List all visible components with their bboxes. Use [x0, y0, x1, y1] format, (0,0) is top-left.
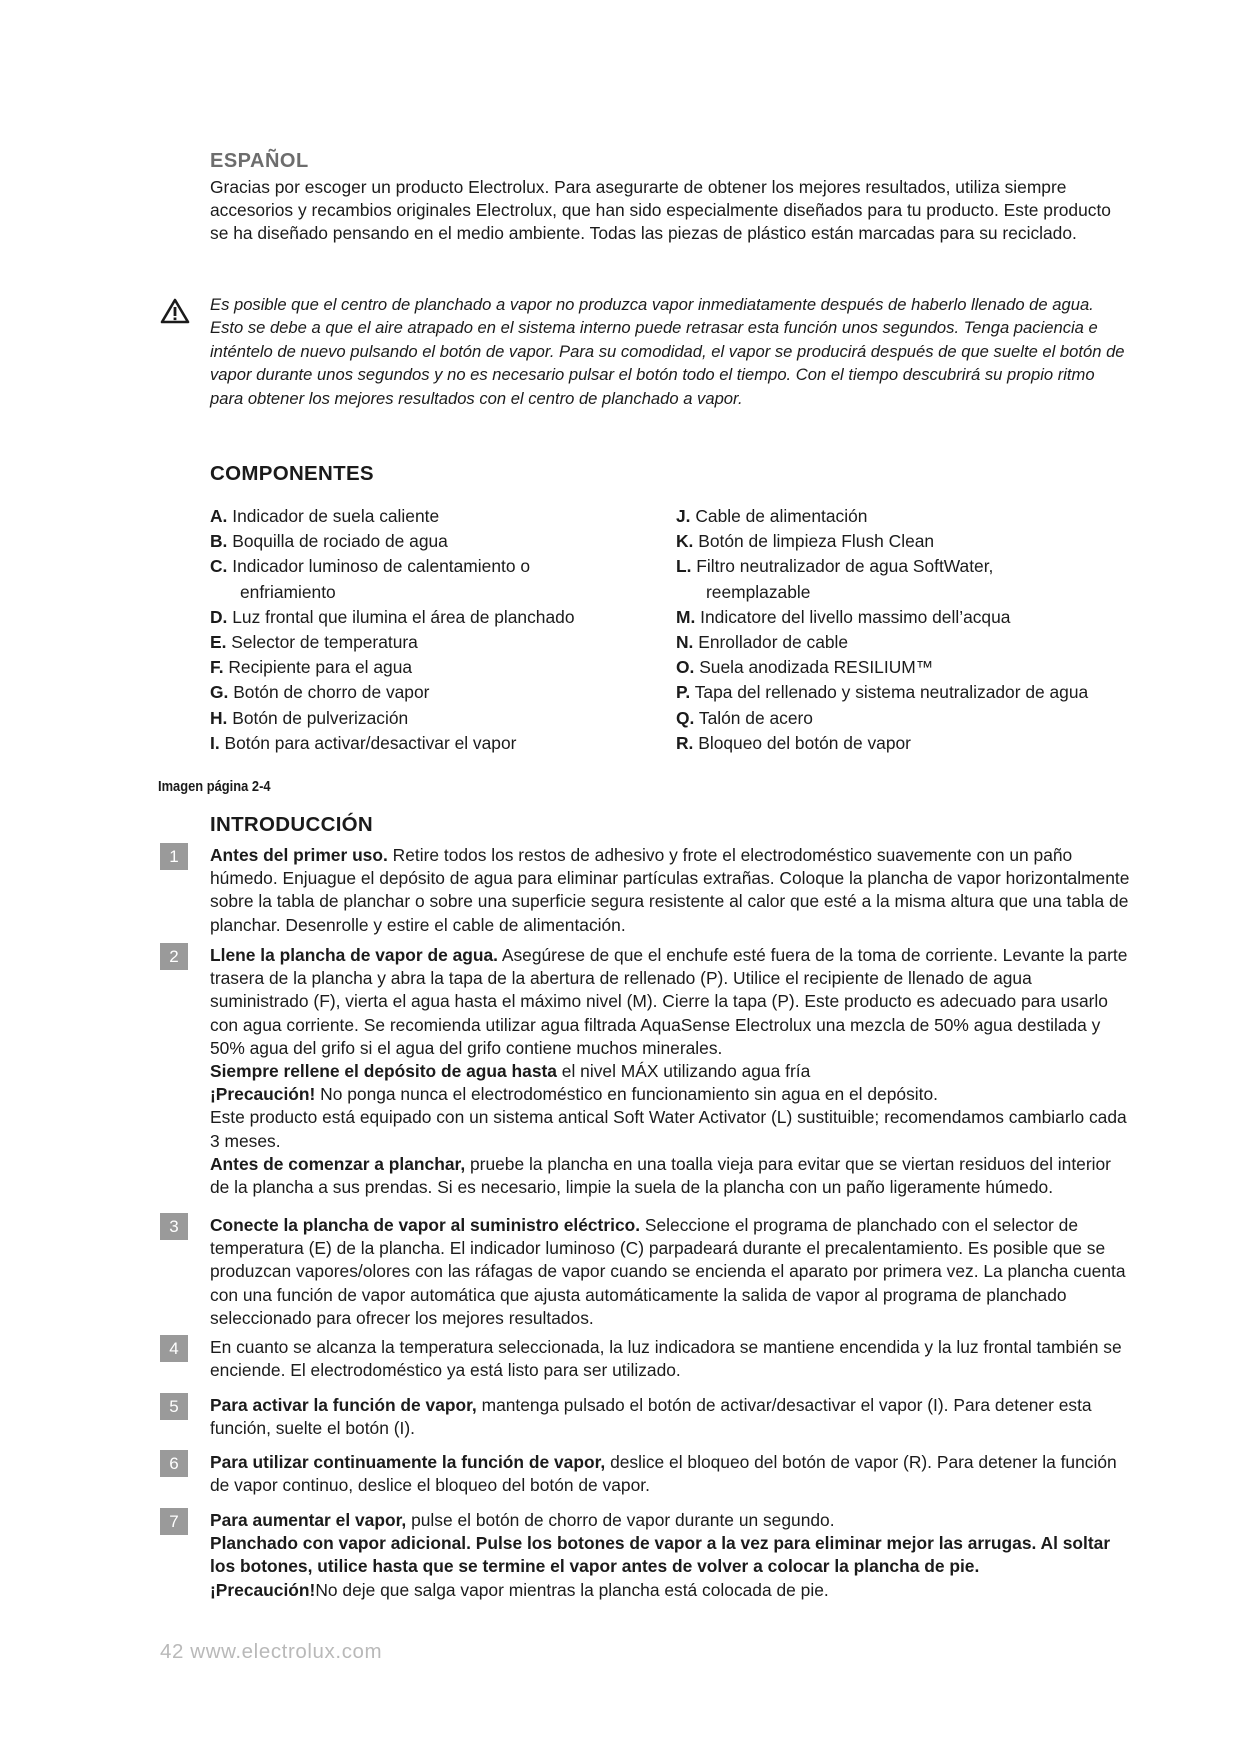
component-letter: G.	[210, 682, 229, 703]
step-paragraph	[210, 1579, 1130, 1602]
component-label: Talón de acero	[694, 707, 813, 728]
components-heading: COMPONENTES	[210, 462, 374, 485]
components-list-right	[676, 504, 1146, 756]
step-body: No ponga nunca el electrodoméstico en funcionamiento sin agua en el depósito.	[315, 1084, 938, 1105]
step-bold-lead: ¡Precaución!	[210, 1579, 316, 1600]
step-body: pulse el botón de chorro de vapor durante un segundo.	[406, 1510, 835, 1530]
component-letter: C.	[210, 556, 228, 577]
step-bold-lead: Planchado con vapor adicional. Pulse los botones de vapor a la vez para eliminar mejor las arrugas. Al soltar los botones, utilice hasta que se termine el vapor antes de volver a colocar la plancha de pie.	[210, 1533, 1111, 1577]
component-label: Enrollador de cable	[693, 632, 849, 653]
step-bold-lead: Antes de comenzar a planchar,	[210, 1153, 466, 1174]
step-body: Retire todos los restos de adhesivo y frote el electrodoméstico suavemente con un paño húmedo. Enjuague el depósito de agua para eliminar partículas extrañas. Coloque la plancha de vapor horizontalmente sobre la tabla de planchar o sobre una superficie segura resistente al calor que esté a la misma altura que una tabla de planchar. Desenrolle y estire el cable de alimentación.	[210, 845, 1130, 935]
step-paragraph	[210, 1083, 1130, 1106]
step-bold-lead: Antes del primer uso.	[210, 845, 388, 865]
component-label: Boquilla de rociado de agua	[227, 531, 448, 552]
component-item	[210, 529, 670, 554]
component-label: Indicatore del livello massimo dell’acqua	[695, 606, 1011, 627]
component-letter: N.	[676, 632, 694, 653]
step-body: Este producto está equipado con un sistema antical Soft Water Activator (L) sustituible; recomendamos cambiarlo cada 3 meses.	[210, 1107, 1127, 1151]
step-bold-lead: Conecte la plancha de vapor al suministro eléctrico.	[210, 1215, 641, 1235]
step-number-badge: 7	[160, 1508, 188, 1535]
component-item	[210, 655, 670, 680]
component-item	[676, 529, 1146, 554]
image-reference: Imagen página 2-4	[158, 778, 271, 795]
step-paragraph	[210, 1214, 1130, 1330]
step-body: el nivel MÁX utilizando agua fría	[556, 1061, 811, 1082]
component-letter: Q.	[676, 707, 695, 728]
component-item	[210, 504, 670, 529]
step-paragraph	[210, 1509, 1130, 1532]
component-letter: P.	[676, 682, 691, 703]
component-label-continued: enfriamiento	[240, 581, 336, 602]
step-text	[210, 1394, 1130, 1440]
intro-paragraph: Gracias por escoger un producto Electrolux. Para asegurarte de obtener los mejores resultados, utiliza siempre accesorios y recambios originales Electrolux, que han sido especialmente diseñados para tu producto. Este producto se ha diseñado pensando en el medio ambiente. Todas las piezas de plástico están marcadas para su reciclado.	[210, 177, 1111, 243]
step-text	[210, 1509, 1130, 1602]
component-letter: I.	[210, 732, 220, 753]
component-label: Cable de alimentación	[690, 506, 868, 526]
components-list-left	[210, 504, 670, 756]
step-body: pruebe la plancha en una toalla vieja para evitar que se viertan residuos del interior de la plancha a sus prendas. Si es necesario, limpie la suela de la plancha con un paño ligeramente húmedo.	[210, 1153, 1111, 1198]
component-item	[676, 731, 1146, 756]
page-footer: 42 www.electrolux.com	[160, 1640, 383, 1663]
step-text	[210, 1451, 1130, 1497]
component-label: Indicador luminoso de calentamiento o	[227, 556, 530, 577]
step-text	[210, 844, 1130, 937]
component-letter: O.	[676, 657, 695, 678]
warning-note: Es posible que el centro de planchado a vapor no produzca vapor inmediatamente después de haberlo llenado de agua. Esto se debe a que el aire atrapado en el sistema interno puede retrasar esta función unos segundos. Tenga paciencia e inténtelo de nuevo pulsando el botón de vapor. Para su comodidad, el vapor se producirá después de que suelte el botón de vapor durante unos segundos y no es necesario pulsar el botón todo el tiempo. Con el tiempo descubrirá su propio ritmo para obtener los mejores resultados con el centro de planchado a vapor.	[210, 295, 1125, 408]
step-text	[210, 1336, 1130, 1382]
component-item	[676, 630, 1146, 655]
step-body: En cuanto se alcanza la temperatura seleccionada, la luz indicadora se mantiene encendida y la luz frontal también se enciende. El electrodoméstico ya está listo para ser utilizado.	[210, 1337, 1122, 1381]
component-label: Botón de chorro de vapor	[228, 682, 430, 703]
step-number-badge: 4	[160, 1335, 188, 1362]
component-letter: H.	[210, 707, 228, 728]
step-bold-lead: Para activar la función de vapor,	[210, 1395, 477, 1415]
component-label-continued: reemplazable	[706, 581, 811, 602]
step-body: Seleccione el programa de planchado con el selector de temperatura (E) de la plancha. El indicador luminoso (C) parpadeará durante el precalentamiento. Es posible que se produzcan vapores/olores con las ráfagas de vapor cuando se encienda el aparato por primera vez. La plancha cuenta con una función de vapor automática que ajusta automáticamente la salida de vapor al programa de planchado seleccionado para ofrecer los mejores resultados.	[210, 1215, 1126, 1328]
component-letter: M.	[676, 606, 696, 627]
step-body: mantenga pulsado el botón de activar/desactivar el vapor (I). Para detener esta función, suelte el botón (I).	[210, 1395, 1092, 1439]
component-letter: E.	[210, 632, 227, 653]
step-number-badge: 5	[160, 1393, 188, 1420]
step-bold-lead: Siempre rellene el depósito de agua hasta	[210, 1061, 557, 1082]
step-paragraph	[210, 1532, 1130, 1578]
step-paragraph	[210, 1106, 1130, 1152]
component-label: Indicador de suela caliente	[227, 506, 440, 526]
step-bold-lead: Llene la plancha de vapor de agua.	[210, 945, 498, 965]
component-item	[210, 554, 670, 579]
component-letter: B.	[210, 531, 228, 552]
step-number-badge: 1	[160, 843, 188, 870]
component-item	[676, 504, 1146, 529]
component-item	[210, 680, 670, 705]
step-number-badge: 6	[160, 1450, 188, 1477]
step-bold-lead: Para aumentar el vapor,	[210, 1510, 407, 1530]
component-label: Selector de temperatura	[226, 632, 418, 653]
step-paragraph	[210, 844, 1130, 937]
step-paragraph	[210, 1394, 1130, 1440]
component-label: Bloqueo del botón de vapor	[693, 732, 911, 753]
component-letter: K.	[676, 531, 694, 552]
step-paragraph	[210, 1336, 1130, 1382]
step-body: deslice el bloqueo del botón de vapor (R). Para detener la función de vapor continuo, deslice el bloqueo del botón de vapor.	[210, 1452, 1117, 1496]
component-item	[676, 554, 1146, 579]
component-letter: R.	[676, 732, 694, 753]
component-label: Filtro neutralizador de agua SoftWater,	[691, 556, 994, 577]
component-item	[676, 680, 1146, 705]
component-label: Recipiente para el agua	[223, 657, 413, 678]
component-item	[676, 706, 1146, 731]
step-text	[210, 1214, 1130, 1330]
component-label: Botón de pulverización	[227, 707, 409, 728]
component-letter: J.	[676, 506, 691, 526]
step-number-badge: 3	[160, 1213, 188, 1240]
component-letter: D.	[210, 606, 228, 627]
step-paragraph	[210, 1153, 1130, 1199]
step-bold-lead: ¡Precaución!	[210, 1084, 316, 1105]
step-body: Asegúrese de que el enchufe esté fuera de la toma de corriente. Levante la parte trasera de la plancha y abra la tapa de la abertura de rellenado (P). Utilice el recipiente de llenado de agua suministrado (F), vierta el agua hasta el máximo nivel (M). Cierre la tapa (P). Este producto es adecuado para usarlo con agua corriente. Se recomienda utilizar agua filtrada AquaSense Electrolux una mezcla de 50% agua destilada y 50% agua del grifo si el agua del grifo contiene muchos minerales.	[210, 945, 1128, 1058]
step-body: No deje que salga vapor mientras la plancha está colocada de pie.	[315, 1579, 829, 1600]
component-label: Botón para activar/desactivar el vapor	[219, 732, 517, 753]
component-item	[210, 706, 670, 731]
component-item	[676, 605, 1146, 630]
language-heading: ESPAÑOL	[210, 150, 309, 172]
component-label: Luz frontal que ilumina el área de planchado	[227, 606, 575, 627]
component-item	[210, 731, 670, 756]
warning-triangle-icon	[160, 298, 190, 324]
component-label: Tapa del rellenado y sistema neutralizador de agua	[690, 682, 1089, 703]
component-item	[676, 655, 1146, 680]
component-label: Suela anodizada RESILIUM™	[694, 657, 934, 678]
step-paragraph	[210, 944, 1130, 1060]
step-number-badge: 2	[160, 943, 188, 970]
component-letter: A.	[210, 506, 228, 526]
step-bold-lead: Para utilizar continuamente la función de vapor,	[210, 1452, 606, 1472]
component-item	[210, 630, 670, 655]
component-letter: L.	[676, 556, 692, 577]
step-text	[210, 944, 1130, 1199]
component-letter: F.	[210, 657, 224, 678]
step-paragraph	[210, 1060, 1130, 1083]
introduction-heading: INTRODUCCIÓN	[210, 813, 374, 836]
component-label: Botón de limpieza Flush Clean	[693, 531, 935, 552]
component-item	[210, 605, 670, 630]
step-paragraph	[210, 1451, 1130, 1497]
